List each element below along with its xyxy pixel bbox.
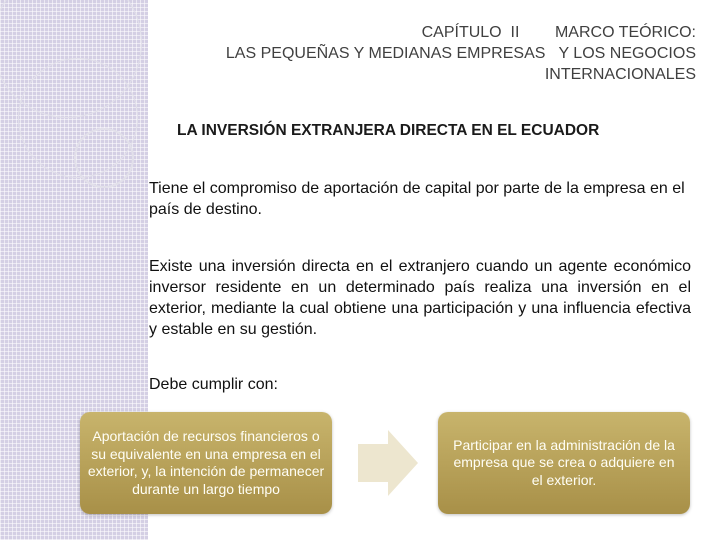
requirement-box-capital bbox=[80, 412, 332, 514]
header-line-subtitle: LAS PEQUEÑAS Y MEDIANAS EMPRESAS Y LOS NEGOCIOS bbox=[225, 45, 696, 62]
requirement-box-capital-text: Aportación de recursos financieros o su equivalente en una empresa en el exterior, y, la intención de permanecer durante un largo tiempo bbox=[87, 428, 325, 497]
requirement-box-management-text: Participar en la administración de la empresa que se crea o adquiere en el exterior. bbox=[453, 436, 675, 488]
paragraph-requirements-intro: Debe cumplir con: bbox=[149, 376, 278, 393]
decorative-circle bbox=[74, 128, 134, 188]
slide-header bbox=[136, 22, 696, 85]
header-line-chapter: CAPÍTULO II MARCO TEÓRICO: bbox=[421, 24, 696, 41]
section-title: LA INVERSIÓN EXTRANJERA DIRECTA EN EL ECUADOR bbox=[177, 122, 600, 139]
header-line-subtitle-cont: INTERNACIONALES bbox=[544, 66, 696, 83]
paragraph-definition: Existe una inversión directa en el extranjero cuando un agente económico inversor residente en un determinado país realiza una inversión en el exterior, mediante la cual obtiene una participación y una influencia efectiva y estable en su gestión. bbox=[149, 258, 691, 338]
requirement-box-management bbox=[438, 412, 690, 514]
right-arrow-icon bbox=[358, 430, 418, 496]
paragraph-commitment: Tiene el compromiso de aportación de capital por parte de la empresa en el país de destino. bbox=[149, 180, 685, 218]
